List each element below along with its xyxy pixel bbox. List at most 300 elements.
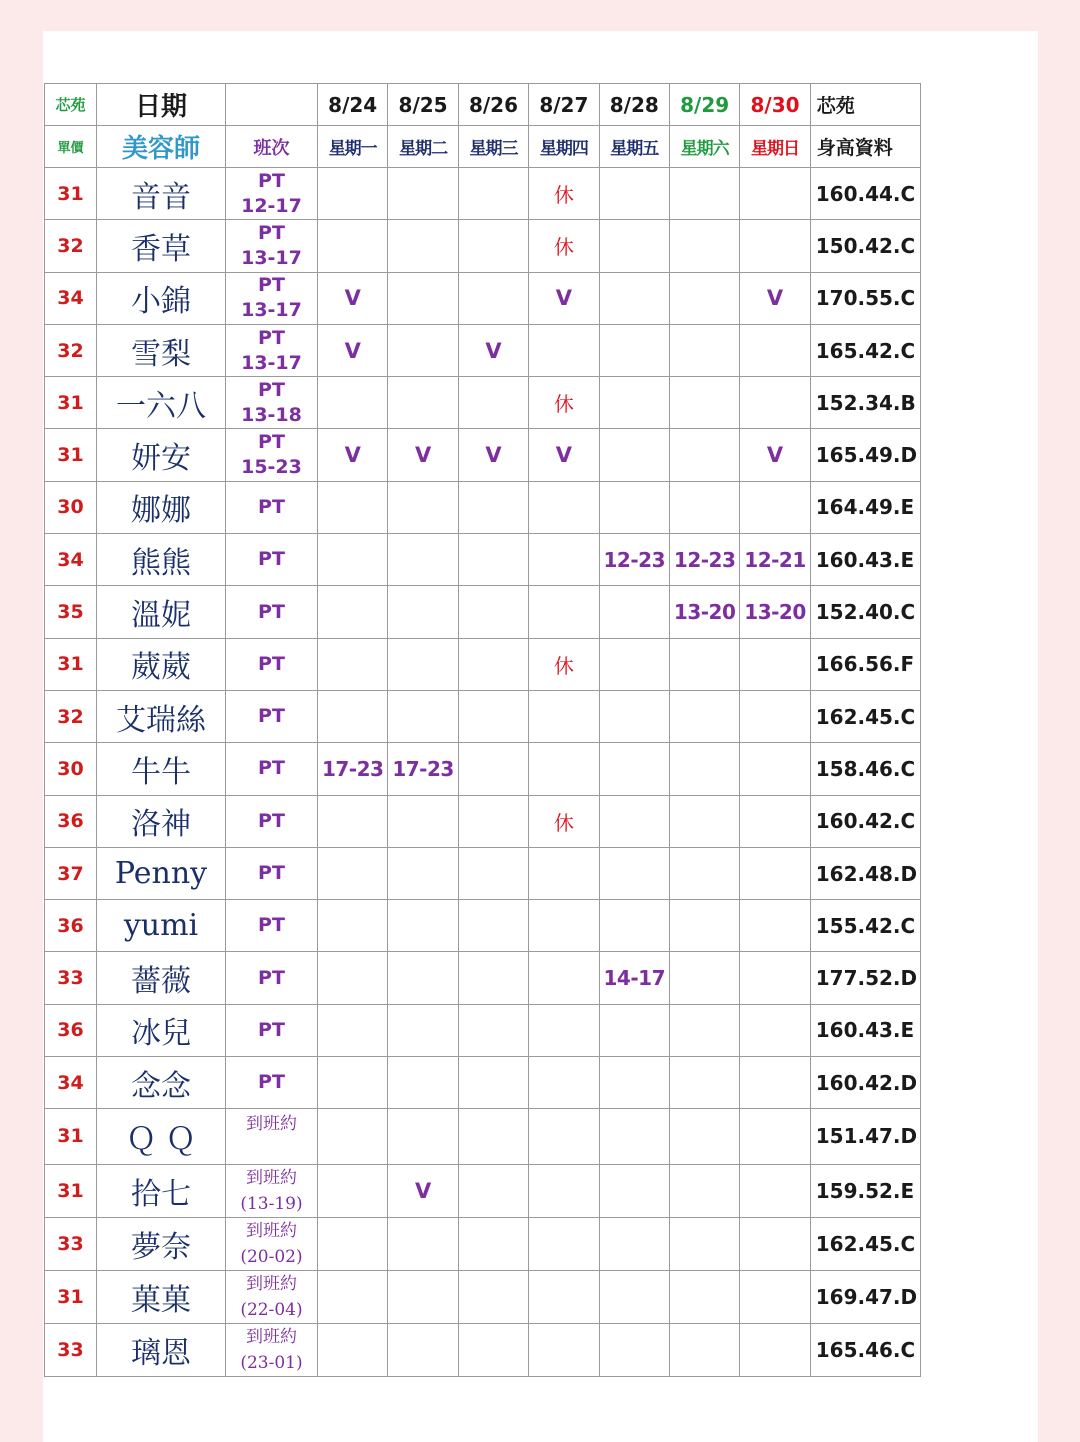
beautician-name-cell: 拾七 <box>97 1164 226 1217</box>
price-cell: 33 <box>45 1323 97 1376</box>
table-row <box>45 952 921 1004</box>
day-cell <box>669 847 739 899</box>
day-cell <box>458 429 528 481</box>
shift-line: PT <box>258 652 285 675</box>
beautician-name-cell: 艾瑞絲 <box>97 690 226 742</box>
table-row <box>45 168 921 220</box>
info-header-top: 芯苑 <box>810 84 920 126</box>
beautician-name-cell: 溫妮 <box>97 586 226 638</box>
height-info-cell: 159.52.E <box>810 1164 920 1217</box>
day-cell <box>669 1057 739 1109</box>
shift-line: 到班約 <box>246 1114 297 1135</box>
table-row <box>45 1217 921 1270</box>
height-info-cell: 160.43.E <box>810 1004 920 1056</box>
day-cell <box>599 481 669 533</box>
day-cell <box>599 1057 669 1109</box>
shift-line: PT <box>258 431 285 454</box>
day-cell <box>388 847 458 899</box>
day-cell <box>669 1217 739 1270</box>
day-cell <box>529 168 599 220</box>
shift-cell <box>226 481 318 533</box>
price-column-label: 單價 <box>45 126 97 168</box>
shift-cell <box>226 272 318 324</box>
day-cell <box>529 1057 599 1109</box>
date-header-3: 8/27 <box>529 84 599 126</box>
day-cell <box>669 429 739 481</box>
day-cell <box>458 847 528 899</box>
time-slot: 12-21 <box>744 547 806 572</box>
day-cell <box>599 220 669 272</box>
check-mark: V <box>555 443 572 468</box>
day-cell <box>458 1270 528 1323</box>
shift-cell <box>226 1057 318 1109</box>
shift-line: (20-02) <box>240 1246 303 1267</box>
price-cell: 32 <box>45 324 97 376</box>
day-cell <box>458 481 528 533</box>
table-row <box>45 743 921 795</box>
shift-line: PT <box>258 1071 285 1094</box>
height-info-cell: 150.42.C <box>810 220 920 272</box>
table-row <box>45 847 921 899</box>
price-cell: 36 <box>45 795 97 847</box>
schedule-table <box>44 83 921 1377</box>
check-mark: V <box>344 338 361 363</box>
day-cell <box>388 168 458 220</box>
price-cell: 30 <box>45 743 97 795</box>
day-cell <box>740 795 810 847</box>
beautician-name-cell: Penny <box>97 847 226 899</box>
day-cell <box>318 168 388 220</box>
beautician-name-cell: 葳葳 <box>97 638 226 690</box>
table-row <box>45 1270 921 1323</box>
table-row <box>45 586 921 638</box>
day-cell <box>740 1109 810 1164</box>
weekday-header-1: 星期二 <box>388 126 458 168</box>
day-cell <box>669 1004 739 1056</box>
shift-line: 15-23 <box>241 456 302 479</box>
day-cell <box>388 1164 458 1217</box>
day-cell <box>458 952 528 1004</box>
date-header-6: 8/30 <box>740 84 810 126</box>
shift-cell <box>226 377 318 429</box>
shift-line: 到班約 <box>246 1220 297 1241</box>
shift-line: PT <box>258 326 285 349</box>
day-cell <box>458 586 528 638</box>
shift-cell <box>226 952 318 1004</box>
shift-cell <box>226 1270 318 1323</box>
height-info-cell: 162.45.C <box>810 1217 920 1270</box>
shift-cell <box>226 1109 318 1164</box>
day-cell <box>388 429 458 481</box>
day-cell <box>669 952 739 1004</box>
day-cell <box>318 220 388 272</box>
shift-cell <box>226 324 318 376</box>
beautician-name-cell: 音音 <box>97 168 226 220</box>
price-cell: 31 <box>45 1109 97 1164</box>
day-cell <box>529 690 599 742</box>
shift-line: PT <box>258 169 285 192</box>
day-cell <box>529 1323 599 1376</box>
day-cell <box>458 1004 528 1056</box>
weekday-header-6: 星期日 <box>740 126 810 168</box>
day-cell <box>529 220 599 272</box>
day-cell <box>529 272 599 324</box>
day-cell <box>669 690 739 742</box>
day-off-mark: 休 <box>553 810 574 835</box>
day-cell <box>318 847 388 899</box>
time-slot: 17-23 <box>392 756 454 781</box>
height-info-cell: 165.49.D <box>810 429 920 481</box>
height-info-cell: 152.34.B <box>810 377 920 429</box>
height-info-cell: 160.42.C <box>810 795 920 847</box>
day-cell <box>458 795 528 847</box>
day-cell <box>318 1323 388 1376</box>
day-cell <box>318 690 388 742</box>
day-cell <box>318 795 388 847</box>
height-info-cell: 155.42.C <box>810 900 920 952</box>
price-cell: 34 <box>45 1057 97 1109</box>
check-mark: V <box>766 286 784 311</box>
shift-line: 13-17 <box>241 299 302 322</box>
day-cell <box>318 1057 388 1109</box>
day-off-mark: 休 <box>553 235 574 260</box>
day-cell <box>740 324 810 376</box>
day-cell <box>529 1270 599 1323</box>
day-cell <box>388 220 458 272</box>
day-cell <box>388 1270 458 1323</box>
shift-column-label: 班次 <box>226 126 318 168</box>
day-cell <box>529 1109 599 1164</box>
price-cell: 31 <box>45 429 97 481</box>
day-cell <box>529 429 599 481</box>
shift-line: PT <box>258 1018 285 1041</box>
shift-cell <box>226 429 318 481</box>
day-cell <box>318 900 388 952</box>
price-cell: 32 <box>45 690 97 742</box>
day-cell <box>599 952 669 1004</box>
day-cell <box>669 743 739 795</box>
day-cell <box>740 952 810 1004</box>
height-info-cell: 169.47.D <box>810 1270 920 1323</box>
shift-line: (13-19) <box>240 1193 303 1214</box>
shift-line: 到班約 <box>246 1273 297 1294</box>
blank-header-cell <box>226 84 318 126</box>
height-info-cell: 162.45.C <box>810 690 920 742</box>
beautician-name-cell: 洛神 <box>97 795 226 847</box>
shift-line: PT <box>258 548 285 571</box>
day-cell <box>669 272 739 324</box>
day-cell <box>529 586 599 638</box>
shift-line: 13-17 <box>241 246 302 269</box>
day-cell <box>599 690 669 742</box>
table-row <box>45 795 921 847</box>
beautician-name-cell: yumi <box>97 900 226 952</box>
day-cell <box>388 324 458 376</box>
day-cell <box>599 1164 669 1217</box>
beautician-name-cell: 一六八 <box>97 377 226 429</box>
price-cell: 31 <box>45 1164 97 1217</box>
price-cell: 32 <box>45 220 97 272</box>
table-row <box>45 481 921 533</box>
day-cell <box>318 324 388 376</box>
day-cell <box>388 586 458 638</box>
day-cell <box>388 638 458 690</box>
beautician-name-cell: Ｑ Ｑ <box>97 1109 226 1164</box>
day-cell <box>529 1164 599 1217</box>
day-cell <box>458 743 528 795</box>
beautician-name-cell: 香草 <box>97 220 226 272</box>
time-slot: 13-20 <box>744 600 806 625</box>
day-cell <box>318 1270 388 1323</box>
day-cell <box>599 795 669 847</box>
shift-cell <box>226 1217 318 1270</box>
check-mark: V <box>344 286 361 311</box>
day-cell <box>458 1109 528 1164</box>
day-cell <box>529 324 599 376</box>
height-info-cell: 170.55.C <box>810 272 920 324</box>
day-cell <box>529 1217 599 1270</box>
day-cell <box>669 481 739 533</box>
day-cell <box>740 1004 810 1056</box>
date-header-0: 8/24 <box>318 84 388 126</box>
info-header-bottom: 身高資料 <box>810 126 920 168</box>
date-column-label: 日期 <box>97 84 226 126</box>
shift-cell <box>226 1323 318 1376</box>
price-cell: 30 <box>45 481 97 533</box>
day-cell <box>458 324 528 376</box>
beautician-name-cell: 璃恩 <box>97 1323 226 1376</box>
check-mark: V <box>485 443 502 468</box>
table-row <box>45 1057 921 1109</box>
table-row <box>45 1109 921 1164</box>
day-cell <box>529 481 599 533</box>
day-cell <box>388 952 458 1004</box>
table-row <box>45 1004 921 1056</box>
day-cell <box>669 586 739 638</box>
day-cell <box>458 220 528 272</box>
day-cell <box>458 1217 528 1270</box>
weekday-header-5: 星期六 <box>669 126 739 168</box>
check-mark: V <box>344 443 361 468</box>
shift-line: PT <box>258 274 285 297</box>
day-cell <box>669 324 739 376</box>
day-cell <box>599 586 669 638</box>
day-cell <box>458 638 528 690</box>
day-cell <box>669 1164 739 1217</box>
shift-line: PT <box>258 495 285 518</box>
table-row <box>45 1323 921 1376</box>
beautician-name-cell: 念念 <box>97 1057 226 1109</box>
day-cell <box>458 534 528 586</box>
day-cell <box>388 690 458 742</box>
day-cell <box>388 1057 458 1109</box>
shift-cell <box>226 690 318 742</box>
day-cell <box>318 272 388 324</box>
shift-line: PT <box>258 221 285 244</box>
shift-line: 到班約 <box>246 1326 297 1347</box>
time-slot: 17-23 <box>321 756 384 781</box>
day-cell <box>740 272 810 324</box>
price-cell: 31 <box>45 1270 97 1323</box>
day-cell <box>740 1323 810 1376</box>
day-cell <box>740 377 810 429</box>
day-cell <box>599 743 669 795</box>
day-cell <box>458 1057 528 1109</box>
price-cell: 31 <box>45 638 97 690</box>
shift-line: PT <box>258 809 285 832</box>
height-info-cell: 158.46.C <box>810 743 920 795</box>
day-cell <box>599 377 669 429</box>
table-row <box>45 690 921 742</box>
shift-line: PT <box>258 862 285 884</box>
day-cell <box>599 1270 669 1323</box>
shift-cell <box>226 586 318 638</box>
day-cell <box>599 1217 669 1270</box>
price-cell: 34 <box>45 534 97 586</box>
table-row <box>45 900 921 952</box>
shift-line: (22-04) <box>240 1299 303 1320</box>
shift-line: (23-01) <box>240 1352 303 1373</box>
height-info-cell: 162.48.D <box>810 847 920 899</box>
day-cell <box>599 1004 669 1056</box>
time-slot: 12-23 <box>603 547 665 572</box>
date-header-2: 8/26 <box>458 84 528 126</box>
beautician-column-label: 美容師 <box>97 126 226 168</box>
day-cell <box>740 1270 810 1323</box>
price-cell: 37 <box>45 847 97 899</box>
day-cell <box>669 377 739 429</box>
check-mark: V <box>414 1178 432 1203</box>
shift-line: PT <box>258 757 285 780</box>
day-cell <box>669 795 739 847</box>
day-cell <box>458 272 528 324</box>
shift-line: 13-17 <box>241 351 302 374</box>
table-row <box>45 1164 921 1217</box>
price-cell: 33 <box>45 952 97 1004</box>
day-cell <box>318 743 388 795</box>
table-row <box>45 220 921 272</box>
height-info-cell: 160.43.E <box>810 534 920 586</box>
day-cell <box>388 481 458 533</box>
day-cell <box>318 1164 388 1217</box>
day-off-mark: 休 <box>553 653 574 678</box>
day-cell <box>740 743 810 795</box>
day-cell <box>318 534 388 586</box>
price-cell: 31 <box>45 168 97 220</box>
price-cell: 33 <box>45 1217 97 1270</box>
shift-cell <box>226 168 318 220</box>
day-cell <box>599 272 669 324</box>
day-cell <box>669 638 739 690</box>
day-cell <box>529 743 599 795</box>
day-cell <box>599 534 669 586</box>
table-row <box>45 534 921 586</box>
day-cell <box>740 690 810 742</box>
day-cell <box>599 324 669 376</box>
shift-cell <box>226 534 318 586</box>
weekday-header-4: 星期五 <box>599 126 669 168</box>
table-row <box>45 272 921 324</box>
beautician-name-cell: 薔薇 <box>97 952 226 1004</box>
day-cell <box>740 1057 810 1109</box>
day-cell <box>740 429 810 481</box>
day-cell <box>669 168 739 220</box>
table-row <box>45 638 921 690</box>
day-cell <box>388 272 458 324</box>
day-cell <box>740 847 810 899</box>
day-cell <box>529 638 599 690</box>
day-cell <box>599 638 669 690</box>
day-cell <box>529 952 599 1004</box>
table-row <box>45 377 921 429</box>
height-info-cell: 160.42.D <box>810 1057 920 1109</box>
shift-cell <box>226 795 318 847</box>
day-cell <box>388 743 458 795</box>
day-cell <box>529 847 599 899</box>
weekday-header-3: 星期四 <box>529 126 599 168</box>
day-cell <box>599 900 669 952</box>
beautician-name-cell: 小錦 <box>97 272 226 324</box>
day-cell <box>388 1217 458 1270</box>
check-mark: V <box>555 286 572 311</box>
day-cell <box>318 1004 388 1056</box>
beautician-name-cell: 冰兒 <box>97 1004 226 1056</box>
day-cell <box>318 952 388 1004</box>
height-info-cell: 166.56.F <box>810 638 920 690</box>
day-cell <box>318 429 388 481</box>
shift-line: 到班約 <box>246 1167 297 1188</box>
day-cell <box>740 1217 810 1270</box>
day-cell <box>318 1217 388 1270</box>
price-cell: 36 <box>45 1004 97 1056</box>
table-row <box>45 324 921 376</box>
time-slot: 13-20 <box>673 600 736 625</box>
shift-cell <box>226 900 318 952</box>
day-cell <box>740 220 810 272</box>
day-cell <box>740 900 810 952</box>
height-info-cell: 160.44.C <box>810 168 920 220</box>
day-cell <box>529 900 599 952</box>
height-info-cell: 151.47.D <box>810 1109 920 1164</box>
height-info-cell: 164.49.E <box>810 481 920 533</box>
day-cell <box>458 168 528 220</box>
shift-line: PT <box>258 705 285 728</box>
shift-line: PT <box>258 914 285 937</box>
day-cell <box>388 534 458 586</box>
weekday-header-2: 星期三 <box>458 126 528 168</box>
shift-line: PT <box>258 378 285 401</box>
shift-line: 13-18 <box>241 403 302 426</box>
day-cell <box>529 795 599 847</box>
date-header-4: 8/28 <box>599 84 669 126</box>
day-cell <box>318 1109 388 1164</box>
day-cell <box>599 1109 669 1164</box>
weekday-header-0: 星期一 <box>318 126 388 168</box>
date-header-1: 8/25 <box>388 84 458 126</box>
day-cell <box>669 534 739 586</box>
day-cell <box>599 847 669 899</box>
check-mark: V <box>485 338 502 363</box>
height-info-cell: 177.52.D <box>810 952 920 1004</box>
beautician-name-cell: 夢奈 <box>97 1217 226 1270</box>
price-cell: 36 <box>45 900 97 952</box>
day-cell <box>388 1109 458 1164</box>
day-cell <box>529 534 599 586</box>
header-row-dates <box>45 84 921 126</box>
day-cell <box>458 690 528 742</box>
time-slot: 14-17 <box>603 966 665 991</box>
day-cell <box>388 900 458 952</box>
